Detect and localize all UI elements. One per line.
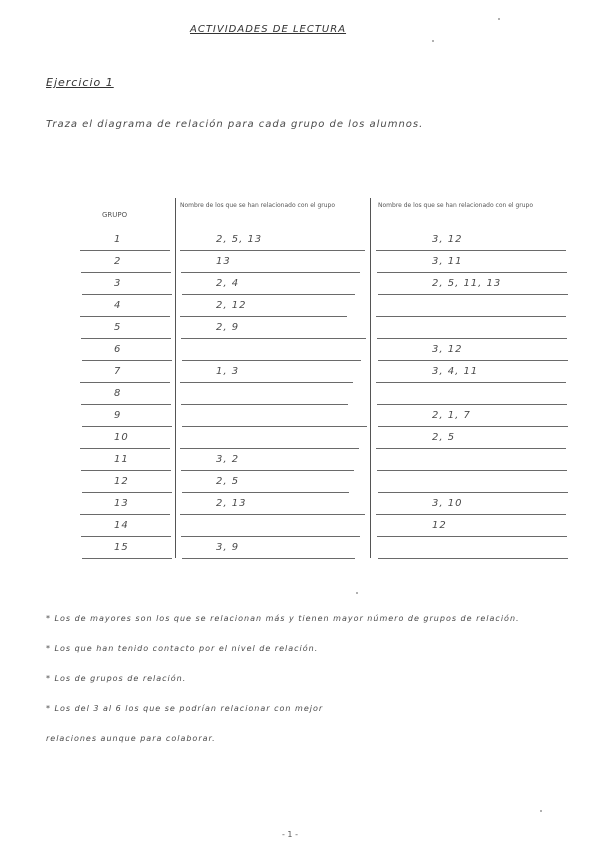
row-rule: [182, 294, 355, 295]
col-b-cell: 12: [432, 520, 447, 531]
group-cell: 14: [114, 520, 129, 531]
col-b-cell: 3, 11: [432, 256, 463, 267]
group-cell: 10: [114, 432, 129, 443]
row-rule: [377, 470, 567, 471]
header-col-a: Nombre de los que se han relacionado con el grupo: [180, 202, 336, 209]
note-line: * Los que han tenido contacto por el nivel de relación.: [46, 644, 319, 653]
row-rule: [82, 294, 172, 295]
group-cell: 15: [114, 542, 129, 553]
row-rule: [182, 360, 361, 361]
row-rule: [378, 294, 568, 295]
row-rule: [377, 272, 567, 273]
document-title: ACTIVIDADES DE LECTURA: [190, 24, 347, 35]
group-cell: 1: [114, 234, 122, 245]
table-row: [80, 230, 575, 254]
row-rule: [378, 360, 568, 361]
group-cell: 5: [114, 322, 122, 333]
exercise-heading: Ejercicio 1: [46, 76, 114, 89]
table-row: [80, 516, 575, 540]
notes: [46, 612, 586, 762]
col-a-cell: 3, 9: [216, 542, 240, 553]
row-rule: [180, 316, 347, 317]
scan-speck: [540, 810, 542, 812]
group-cell: 12: [114, 476, 129, 487]
row-rule: [181, 536, 360, 537]
table-row: [80, 252, 575, 276]
row-rule: [181, 272, 360, 273]
row-rule: [81, 470, 171, 471]
row-rule: [376, 514, 566, 515]
row-rule: [377, 338, 567, 339]
row-rule: [182, 492, 349, 493]
table-row: [80, 450, 575, 474]
note-line: * Los del 3 al 6 los que se podrían relacionar con mejor: [46, 704, 324, 713]
col-a-cell: 2, 5: [216, 476, 240, 487]
row-rule: [80, 382, 170, 383]
row-rule: [376, 316, 566, 317]
row-rule: [180, 382, 353, 383]
row-rule: [81, 536, 171, 537]
col-a-cell: 13: [216, 256, 231, 267]
note-line: relaciones aunque para colaborar.: [46, 734, 216, 743]
col-b-cell: 2, 5, 11, 13: [432, 278, 502, 289]
scan-speck: [432, 40, 434, 42]
col-b-cell: 3, 12: [432, 344, 463, 355]
table-row: [80, 472, 575, 496]
table-row: [80, 318, 575, 342]
row-rule: [82, 558, 172, 559]
row-rule: [81, 404, 171, 405]
row-rule: [82, 426, 172, 427]
row-rule: [378, 558, 568, 559]
row-rule: [180, 448, 359, 449]
group-cell: 11: [114, 454, 129, 465]
row-rule: [182, 558, 355, 559]
row-rule: [377, 536, 567, 537]
row-rule: [378, 426, 568, 427]
table-row: [80, 428, 575, 452]
col-a-cell: 2, 13: [216, 498, 247, 509]
group-cell: 9: [114, 410, 122, 421]
col-a-cell: 1, 3: [216, 366, 240, 377]
col-b-cell: 2, 5: [432, 432, 456, 443]
col-b-cell: 3, 10: [432, 498, 463, 509]
table-row: [80, 362, 575, 386]
header-col-b: Nombre de los que se han relacionado con el grupo: [378, 202, 534, 209]
row-rule: [80, 514, 170, 515]
table-row: [80, 406, 575, 430]
col-a-cell: 2, 12: [216, 300, 247, 311]
row-rule: [81, 338, 171, 339]
instruction-text: Traza el diagrama de relación para cada grupo de los alumnos.: [46, 119, 424, 130]
group-cell: 3: [114, 278, 122, 289]
table-row: [80, 538, 575, 562]
group-cell: 7: [114, 366, 122, 377]
row-rule: [82, 492, 172, 493]
row-rule: [80, 448, 170, 449]
scan-speck: [356, 592, 358, 594]
scan-speck: [498, 18, 500, 20]
col-a-cell: 2, 9: [216, 322, 240, 333]
row-rule: [181, 470, 354, 471]
row-rule: [377, 404, 567, 405]
table-row: [80, 274, 575, 298]
col-a-cell: 3, 2: [216, 454, 240, 465]
row-rule: [378, 492, 568, 493]
group-cell: 4: [114, 300, 122, 311]
row-rule: [376, 382, 566, 383]
row-rule: [182, 426, 367, 427]
group-cell: 13: [114, 498, 129, 509]
table-row: [80, 384, 575, 408]
col-b-cell: 3, 12: [432, 234, 463, 245]
note-line: * Los de mayores son los que se relacionan más y tienen mayor número de grupos de relación.: [46, 614, 520, 623]
col-b-cell: 3, 4, 11: [432, 366, 479, 377]
row-rule: [80, 250, 170, 251]
table-row: [80, 296, 575, 320]
row-rule: [180, 250, 365, 251]
row-rule: [376, 448, 566, 449]
table-row: [80, 340, 575, 364]
col-a-cell: 2, 5, 13: [216, 234, 263, 245]
col-a-cell: 2, 4: [216, 278, 240, 289]
row-rule: [81, 272, 171, 273]
row-rule: [180, 514, 365, 515]
group-cell: 8: [114, 388, 122, 399]
header-group: GRUPO: [102, 211, 128, 219]
row-rule: [181, 404, 348, 405]
row-rule: [181, 338, 366, 339]
group-cell: 2: [114, 256, 122, 267]
group-cell: 6: [114, 344, 122, 355]
col-b-cell: 2, 1, 7: [432, 410, 471, 421]
note-line: * Los de grupos de relación.: [46, 674, 187, 683]
row-rule: [80, 316, 170, 317]
page-number: - 1 -: [282, 830, 298, 839]
table-row: [80, 494, 575, 518]
relations-table: [80, 190, 575, 560]
row-rule: [82, 360, 172, 361]
row-rule: [376, 250, 566, 251]
